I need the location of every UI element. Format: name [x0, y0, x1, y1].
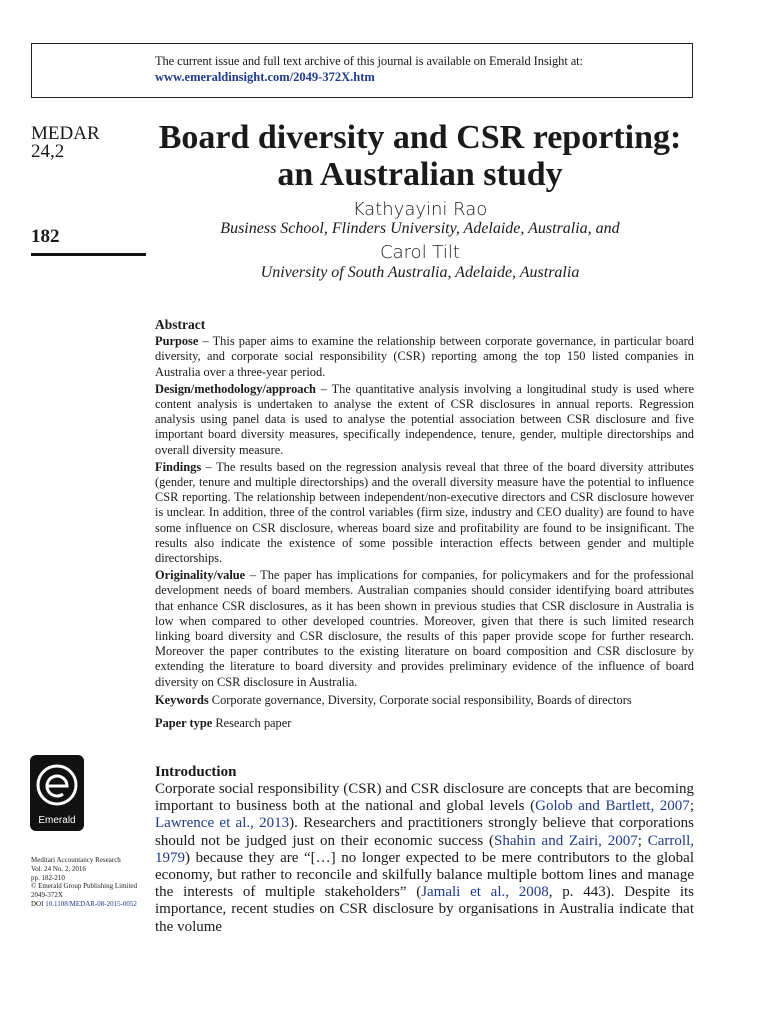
journal-url-link[interactable]: www.emeraldinsight.com/2049-372X.htm	[155, 70, 375, 84]
author-name: Kathyayini Rao	[352, 199, 488, 220]
author-affiliation: Business School, Flinders University, Adelaide, Australia, and	[220, 220, 620, 237]
abstract-label: Originality/value	[155, 568, 246, 583]
author-name: Carol Tilt	[380, 242, 460, 263]
pub-journal: Meditari Accountancy Research	[31, 856, 121, 864]
abstract-text: – The results based on the regression analysis reveal that three of the board diversity attributes (gender, tenure and multiple directorships) and the overall diversity measure have the potential to influence CSR reporting. The relationship between independent/non-executive directors and CSR disclosure however is unclear. In addition, three of the control variables (firm size, industry and CEO duality) are found to have some influence on CSR disclosure, whereas board size and profitability are found to be insignificant. The results also indicate the existence of some possible interaction effects between gender and multiple directorships.	[155, 459, 694, 566]
paper-type-value: Research paper	[212, 716, 292, 731]
abstract-findings	[155, 460, 694, 566]
abstract-heading: Abstract	[155, 317, 206, 332]
author-affiliation: University of South Australia, Adelaide, Australia	[260, 264, 580, 281]
pub-issue: Vol. 24 No. 2, 2016	[31, 864, 86, 873]
paper-type-row	[155, 716, 694, 731]
introduction-heading: Introduction	[155, 764, 237, 780]
archive-notice-text: The current issue and full text archive of this journal is available on Emerald Insight at:	[155, 54, 583, 68]
abstract-section	[155, 317, 694, 731]
page-number-rule	[31, 253, 146, 256]
citation-link[interactable]: Golob and Bartlett, 2007	[535, 798, 690, 815]
abstract-text: – The quantitative analysis involving a longitudinal study is used where content analysis is undertaken to analyse the extent of CSR disclosures in annual reports. Regression analysis using panel data is used to analyse the potential association between CSR disclosure and five important board diversity measures, specifically independence, tenure, gender, multiple directorships and overall diversity measure.	[155, 381, 694, 457]
publication-info	[31, 856, 151, 909]
abstract-text: – The paper has implications for companies, for policymakers and for the professional development needs of board members. Australian companies should consider identifying board attributes that enhance CSR disclosures, as it has been shown in previous studies that CSR disclosure in Australia is low when compared to other developed countries. Moreover, given that there is such limited research linking board diversity and CSR disclosure, the results of this paper provide scope for further research. Moreover the paper contributes to the existing literature on board composition and CSR disclosure by extending the literature to board diversity and provides preliminary evidence of the influence of board diversity on CSR disclosure in Australia.	[155, 568, 694, 689]
emerald-wordmark: Emerald	[38, 815, 76, 826]
introduction-text: , p. 443). Despite its importance, recent studies on CSR disclosure by organisations in Australia indicate that the volume	[155, 884, 694, 935]
pub-issn: 2049-372X	[31, 891, 63, 900]
introduction-section	[155, 764, 694, 936]
abstract-label: Design/methodology/approach	[155, 381, 316, 396]
introduction-text: ;	[689, 798, 694, 815]
abstract-originality	[155, 568, 694, 690]
pub-doi	[31, 900, 151, 909]
citation-link[interactable]: Carroll, 1979	[155, 832, 694, 866]
keywords-list: Corporate governance, Diversity, Corporate social responsibility, Boards of directors	[208, 692, 632, 707]
page-number: 182	[31, 226, 60, 247]
pub-copyright: © Emerald Group Publishing Limited	[31, 882, 138, 891]
journal-code: MEDAR	[31, 123, 100, 144]
introduction-text: ) because they are “[…] no longer expected to be mere contributors to the global economy, but rather to reconcile and skilfully balance multiple bottom lines and manage the interests of multiple stakeholders” (	[155, 849, 694, 901]
abstract-design	[155, 382, 694, 458]
introduction-text: Corporate social responsibility (CSR) and CSR disclosure are concepts that are becoming important to business both at the national and global levels (	[155, 781, 694, 815]
doi-label: DOI	[31, 899, 46, 908]
introduction-text: ). Researchers and practitioners strongly believe that corporations should not be judged just on their economic success (	[155, 815, 694, 849]
abstract-label: Findings	[155, 459, 202, 474]
doi-link[interactable]: 10.1108/MEDAR-08-2015-0052	[45, 899, 137, 908]
journal-volume-issue: 24,2	[31, 141, 65, 162]
citation-link[interactable]: Jamali et al., 2008	[421, 884, 549, 901]
keywords-label: Keywords	[155, 692, 209, 707]
keywords-row	[155, 693, 694, 708]
pub-pages: pp. 182-210	[31, 873, 65, 882]
citation-link[interactable]: Shahin and Zairi, 2007	[494, 832, 638, 849]
introduction-text: ;	[637, 832, 648, 849]
abstract-label: Purpose	[155, 334, 199, 349]
paper-type-label: Paper type	[155, 716, 213, 731]
citation-link[interactable]: Lawrence et al., 2013	[155, 815, 290, 832]
abstract-purpose	[155, 334, 694, 380]
introduction-paragraph	[155, 781, 694, 936]
abstract-text: – This paper aims to examine the relationship between corporate governance, in particular board diversity, and corporate social responsibility (CSR) reporting among the top 150 listed companies in Australia over a three-year period.	[155, 334, 694, 379]
article-title: Board diversity and CSR reporting: an Australian study	[158, 119, 682, 193]
